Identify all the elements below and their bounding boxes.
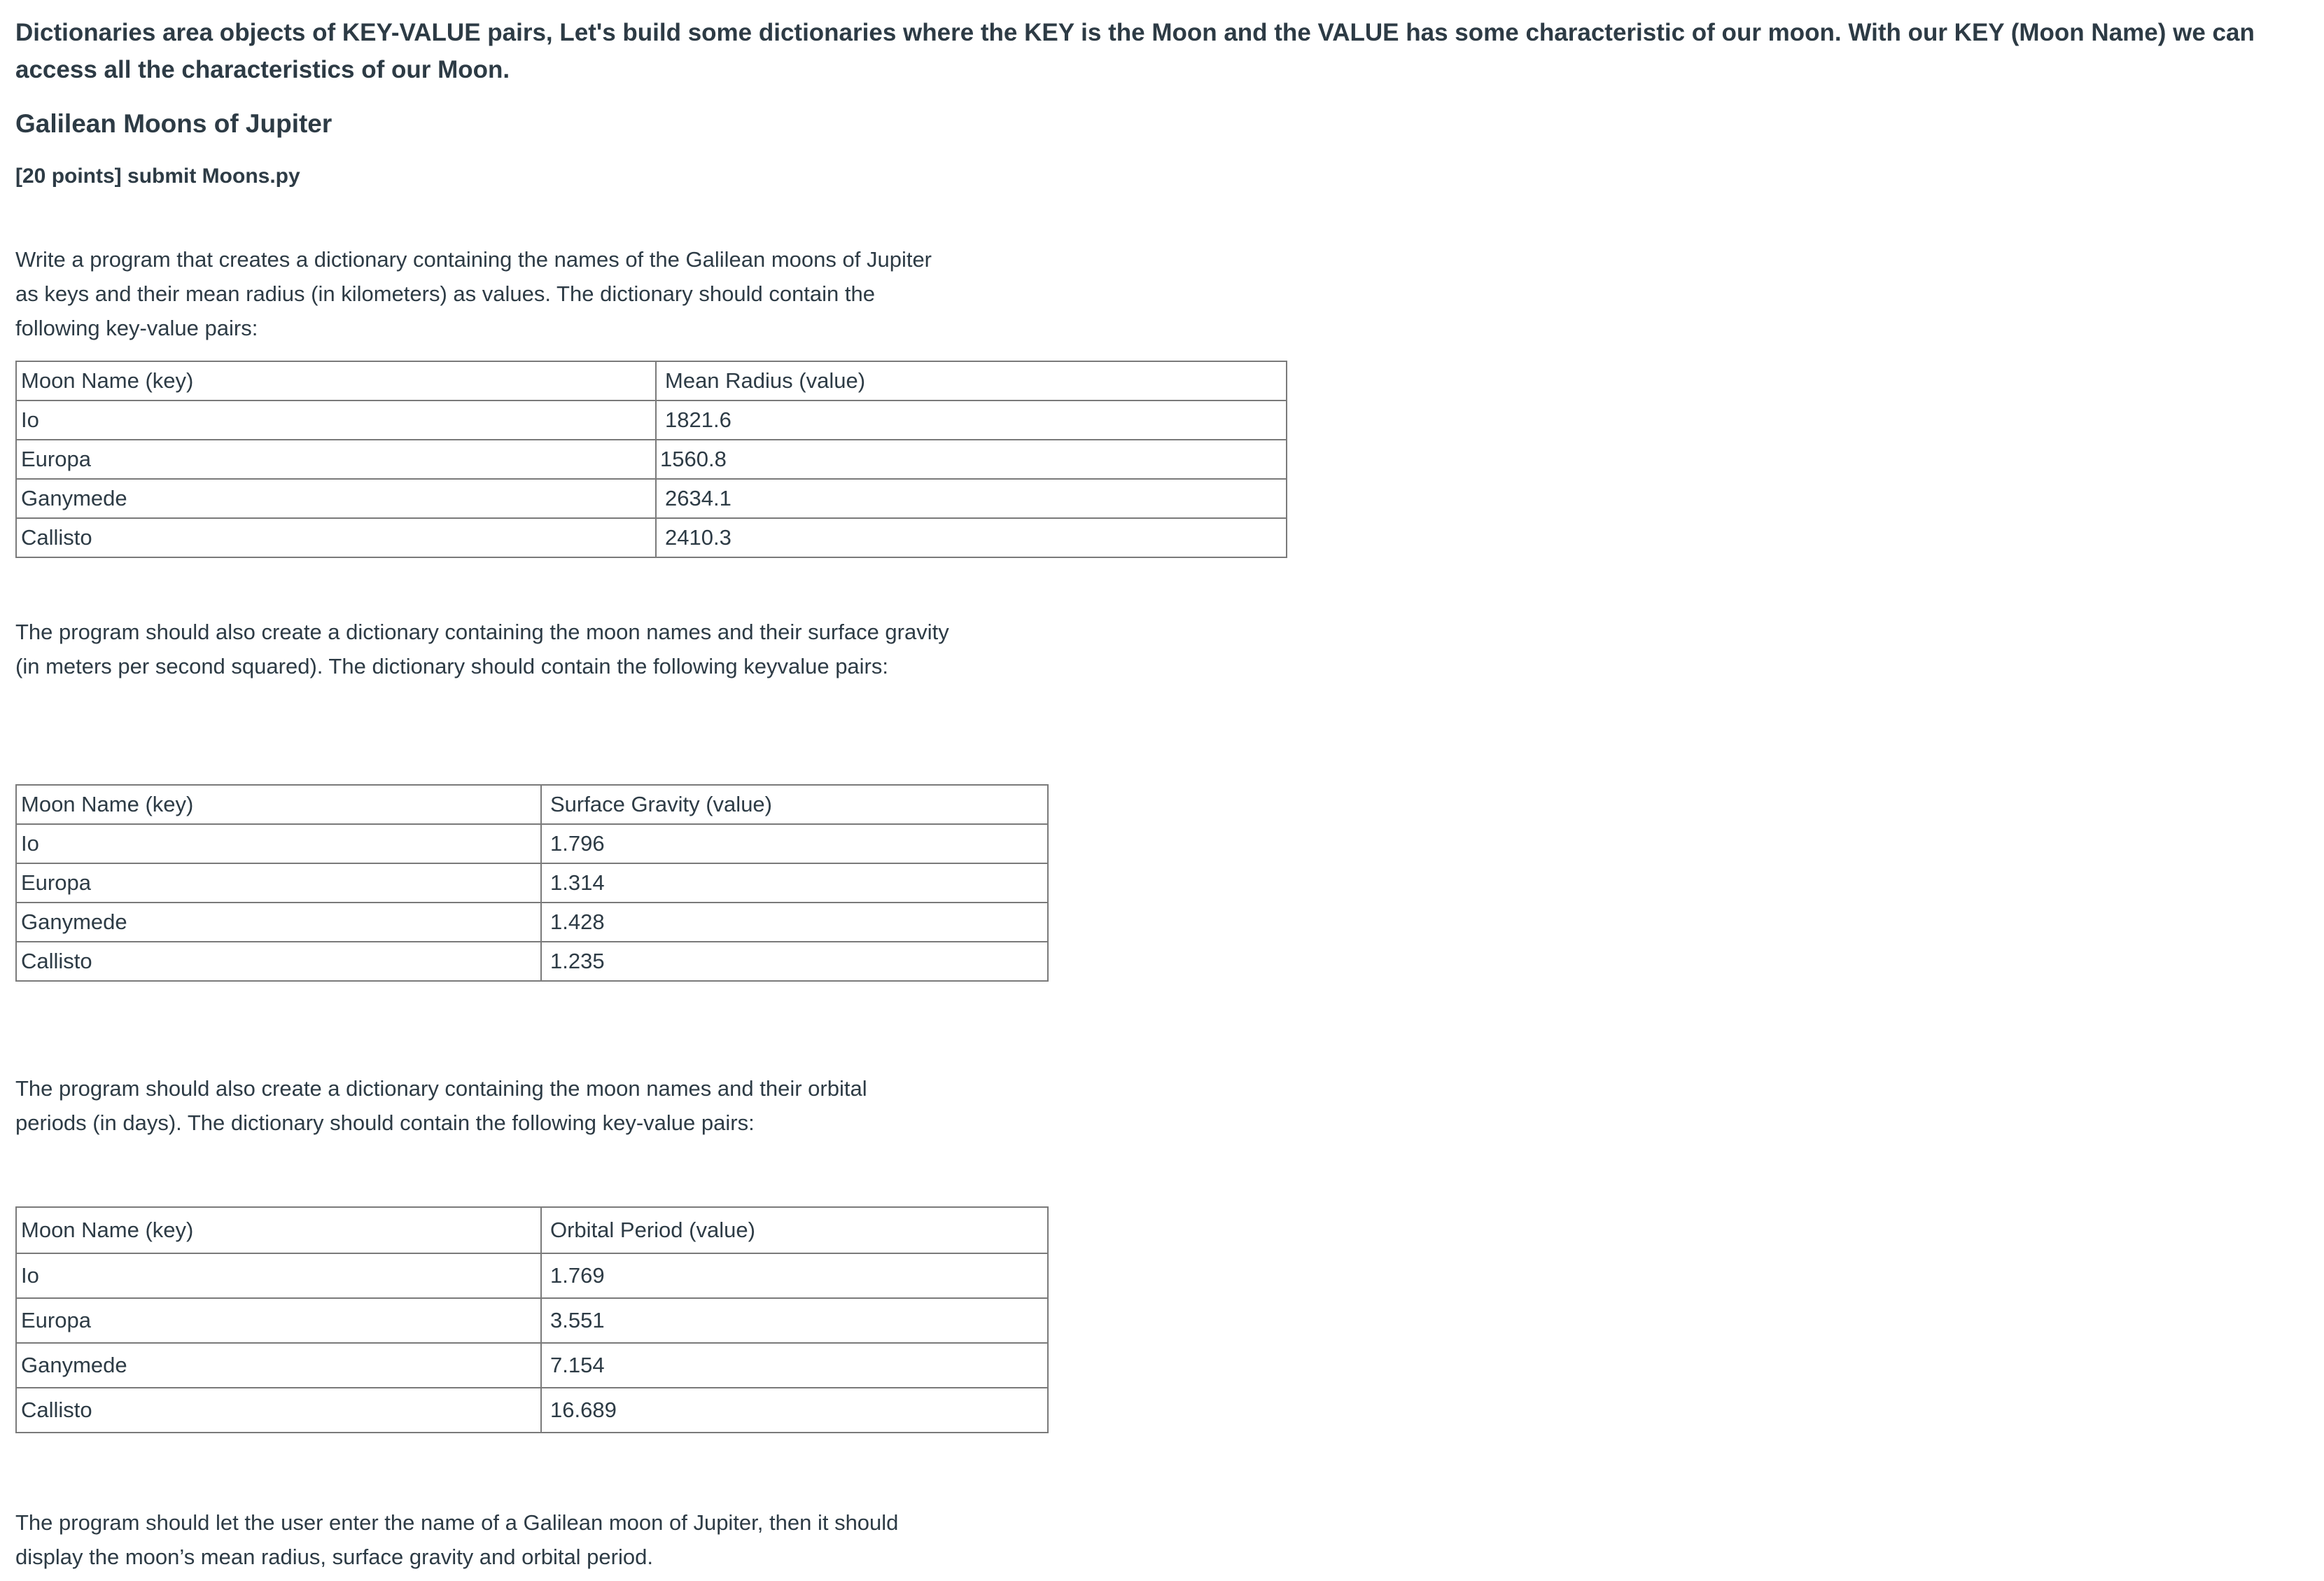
value-header: Orbital Period (value): [541, 1207, 1048, 1253]
gravity-value-cell: 1.235: [541, 942, 1048, 981]
moon-name-cell: Ganymede: [16, 903, 541, 942]
table-row: [16, 863, 1048, 903]
points-line: [20 points] submit Moons.py: [15, 165, 300, 188]
table-header-row: [16, 785, 1048, 824]
moon-name-cell: Io: [16, 1253, 541, 1298]
table-header-row: [16, 361, 1287, 401]
table-row: [16, 942, 1048, 981]
moon-name-cell: Europa: [16, 440, 656, 479]
orbit-value-cell: 16.689: [541, 1388, 1048, 1433]
radius-value-cell: 2634.1: [656, 479, 1287, 518]
intro-text: Dictionaries area objects of KEY-VALUE pairs, Let's build some dictionaries where the KEY is the Moon and the VALUE has some characteristic of our moon. With our KEY (Moon Name) we can access all the characteristics of our Moon.: [15, 19, 2255, 83]
table-row: [16, 518, 1287, 557]
gravity-value-cell: 1.314: [541, 863, 1048, 903]
table-row: [16, 1388, 1048, 1433]
gravity-value-cell: 1.796: [541, 824, 1048, 863]
moon-name-cell: Callisto: [16, 942, 541, 981]
radius-value-cell: 1821.6: [656, 401, 1287, 440]
value-header: Surface Gravity (value): [541, 785, 1048, 824]
orbit-paragraph: The program should also create a dictionary containing the moon names and their orbital periods (in days). The dictionary should contain the following key-value pairs:: [15, 1076, 867, 1135]
section-heading: Galilean Moons of Jupiter: [15, 109, 332, 138]
gravity-table: [15, 784, 1049, 982]
gravity-value-cell: 1.428: [541, 903, 1048, 942]
table-row: [16, 401, 1287, 440]
moon-name-cell: Ganymede: [16, 1343, 541, 1388]
table-row: [16, 1253, 1048, 1298]
key-header: Moon Name (key): [16, 1207, 541, 1253]
moon-name-cell: Io: [16, 401, 656, 440]
radius-paragraph: Write a program that creates a dictionary containing the names of the Galilean moons of Jupiter as keys and their mean radius (in kilometers) as values. The dictionary should contain the following key-value pairs:: [15, 247, 932, 340]
final-paragraph: The program should let the user enter the name of a Galilean moon of Jupiter, then it should display the moon’s mean radius, surface gravity and orbital period.: [15, 1510, 899, 1569]
table-header-row: [16, 1207, 1048, 1253]
orbit-table: [15, 1206, 1049, 1433]
table-row: [16, 824, 1048, 863]
radius-table: [15, 361, 1287, 558]
moon-name-cell: Callisto: [16, 518, 656, 557]
moon-name-cell: Europa: [16, 863, 541, 903]
value-header: Mean Radius (value): [656, 361, 1287, 401]
moon-name-cell: Europa: [16, 1298, 541, 1343]
moon-name-cell: Callisto: [16, 1388, 541, 1433]
moon-name-cell: Ganymede: [16, 479, 656, 518]
orbit-value-cell: 7.154: [541, 1343, 1048, 1388]
table-row: [16, 1343, 1048, 1388]
radius-value-cell: 2410.3: [656, 518, 1287, 557]
table-row: [16, 479, 1287, 518]
table-row: [16, 440, 1287, 479]
gravity-paragraph: The program should also create a dictionary containing the moon names and their surface gravity (in meters per second squared). The dictionary should contain the following keyvalue pairs:: [15, 620, 949, 678]
key-header: Moon Name (key): [16, 361, 656, 401]
radius-value-cell: 1560.8: [656, 440, 1287, 479]
orbit-value-cell: 3.551: [541, 1298, 1048, 1343]
key-header: Moon Name (key): [16, 785, 541, 824]
table-row: [16, 903, 1048, 942]
orbit-value-cell: 1.769: [541, 1253, 1048, 1298]
table-row: [16, 1298, 1048, 1343]
moon-name-cell: Io: [16, 824, 541, 863]
